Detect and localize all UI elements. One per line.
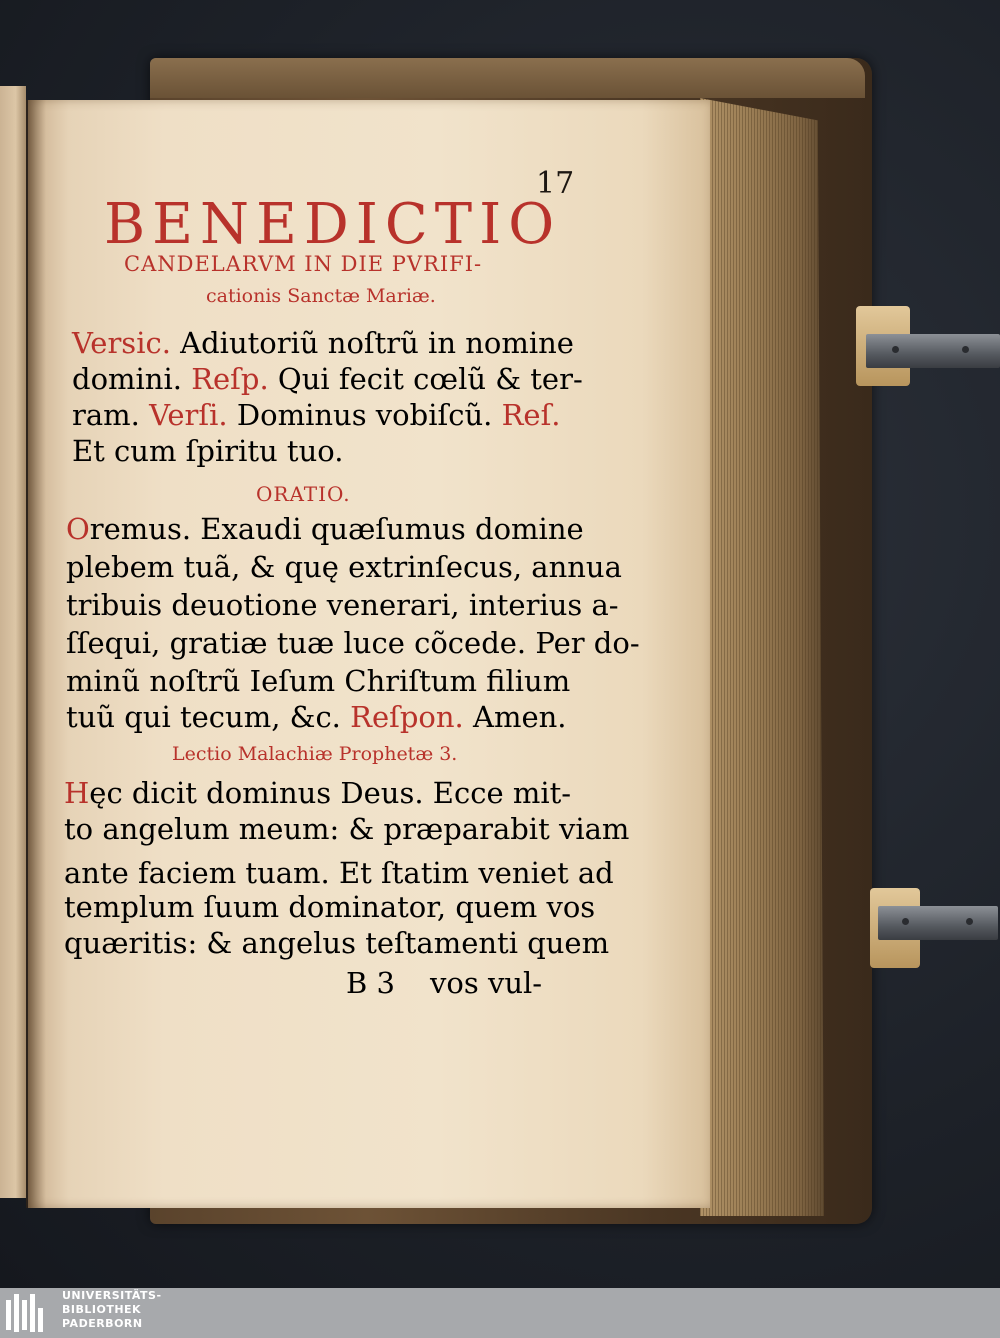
signature-mark: B 3: [346, 966, 395, 1000]
library-logo-text: [62, 1289, 162, 1331]
line-text: tribuis deuotione venerari, interius a-: [66, 588, 619, 622]
page-fore-edge: [700, 98, 824, 1216]
line-text: ſſequi, gratiæ tuæ luce cõcede. Per do-: [66, 626, 640, 660]
logo-line-1: UNIVERSITÄTS-: [62, 1289, 162, 1302]
logo-line-2: BIBLIOTHEK: [62, 1303, 142, 1316]
line-text: minũ noſtrũ Ieſum Chriſtum filium: [66, 664, 571, 698]
initial: H: [64, 776, 90, 810]
logo-line-3: PADERBORN: [62, 1317, 143, 1330]
text-line: [72, 434, 343, 468]
lower-clasp: [866, 882, 1000, 976]
line-text: plebem tuã, & quę extrinſecus, annua: [66, 550, 622, 584]
text-line: [66, 626, 640, 660]
line-text: Amen.: [463, 700, 567, 734]
subtitle-line-1: CANDELARVM IN DIE PVRIFI-: [124, 252, 483, 276]
library-logo-icon: [4, 1294, 44, 1334]
page-title: BENEDICTIO: [104, 192, 562, 257]
text-line: [64, 776, 571, 810]
text-line: [72, 326, 574, 360]
rubric: Versic.: [72, 326, 171, 360]
rubric: Verſi.: [149, 398, 228, 432]
text-line: [66, 664, 570, 698]
line-text: remus. Exaudi quæſumus domine: [89, 512, 584, 546]
rubric: Reſp.: [191, 362, 269, 396]
line-text: domini.: [72, 362, 192, 396]
line-text: ęc dicit dominus Deus. Ecce mit-: [89, 776, 572, 810]
line-text: to angelum meum: & præparabit viam: [64, 812, 630, 846]
line-text: templum ſuum dominator, quem vos: [64, 890, 596, 924]
line-text: Et cum ſpiritu tuo.: [72, 434, 344, 468]
line-text: Qui fecit cœlũ & ter-: [268, 362, 583, 396]
upper-clasp: [852, 306, 1000, 396]
line-text: ram.: [72, 398, 150, 432]
text-line: [66, 700, 567, 734]
line-text: tuũ qui tecum, &c.: [66, 700, 351, 734]
text-line: [66, 588, 619, 622]
text-line: [66, 550, 622, 584]
catchword: vos vul-: [430, 966, 543, 1000]
line-text: Adiutoriũ noſtrũ in nomine: [170, 326, 574, 360]
text-line: [64, 856, 614, 890]
text-line: [72, 398, 561, 432]
text-line: [72, 362, 583, 396]
text-line: [64, 812, 629, 846]
line-text: quæritis: & angelus teſtamenti quem: [64, 926, 610, 960]
book-cover-top-edge: [150, 58, 865, 98]
text-line: [66, 512, 584, 546]
page-number: 17: [536, 166, 575, 201]
spine-shadow: [26, 100, 46, 1208]
left-facing-page: [0, 86, 26, 1198]
line-text: ante faciem tuam. Et ſtatim veniet ad: [64, 856, 614, 890]
lectio-heading: Lectio Malachiæ Prophetæ 3.: [172, 743, 458, 765]
rubric: Reſ.: [501, 398, 561, 432]
line-text: Dominus vobiſcũ.: [227, 398, 502, 432]
subtitle-line-2: cationis Sanctæ Mariæ.: [206, 285, 436, 307]
rubric: Reſpon.: [350, 700, 464, 734]
text-line: [64, 890, 595, 924]
oratio-heading: ORATIO.: [256, 482, 351, 506]
text-line: [64, 926, 609, 960]
initial: O: [66, 512, 90, 546]
